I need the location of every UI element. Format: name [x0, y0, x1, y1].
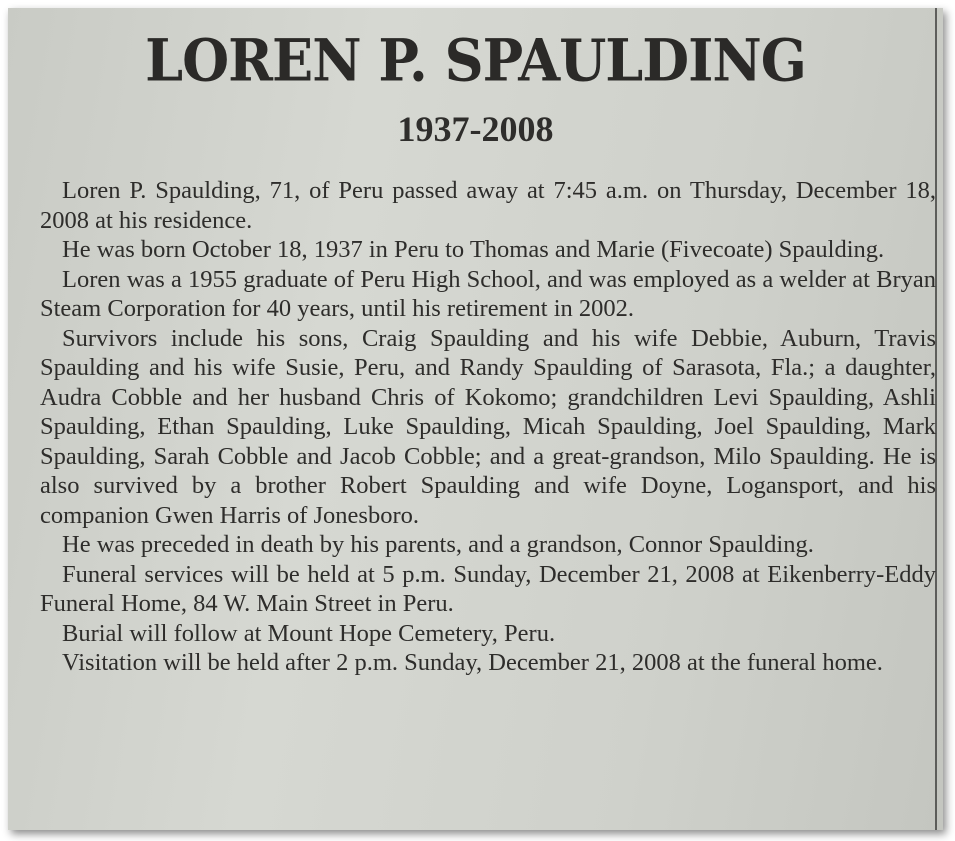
obituary-years: 1937-2008: [397, 109, 554, 149]
paragraph-funeral: Funeral services will be held at 5 p.m. Sunday, December 21, 2008 at Eikenberry-Eddy Funeral Home, 84 W. Main Street in Peru.: [40, 560, 936, 617]
paragraph-death-notice: Loren P. Spaulding, 71, of Peru passed away at 7:45 a.m. on Thursday, December 18, 2008 at his residence.: [40, 177, 936, 234]
paragraph-visitation: Visitation will be held after 2 p.m. Sunday, December 21, 2008 at the funeral home.: [62, 649, 883, 676]
paragraph-survivors: Survivors include his sons, Craig Spaulding and his wife Debbie, Auburn, Travis Spaulding and his wife Susie, Peru, and Randy Spaulding of Sarasota, Fla.; a daughter, Audra Cobble and her husband Chris of Kokomo; grandchildren Levi Spaulding, Ashli Spaulding, Ethan Spaulding, Luke Spaulding, Micah Spaulding, Joel Spaulding, Mark Spaulding, Sarah Cobble and Jacob Cobble; and a great-grandson, Milo Spaulding. He is also survived by a brother Robert Spaulding and wife Doyne, Logansport, and his companion Gwen Harris of Jonesboro.: [40, 324, 936, 529]
obituary-body: [40, 176, 936, 678]
paragraph-burial: Burial will follow at Mount Hope Cemetery, Peru.: [62, 619, 556, 647]
paragraph-preceded: He was preceded in death by his parents, and a grandson, Connor Spaulding.: [62, 531, 814, 558]
obituary-headline: LOREN P. SPAULDING: [145, 25, 806, 95]
newspaper-clipping: [8, 8, 943, 830]
paragraph-birth: He was born October 18, 1937 in Peru to Thomas and Marie (Fivecoate) Spaulding.: [62, 236, 885, 263]
paragraph-career: Loren was a 1955 graduate of Peru High School, and was employed as a welder at Bryan Steam Corporation for 40 years, until his retirement in 2002.: [40, 265, 936, 322]
